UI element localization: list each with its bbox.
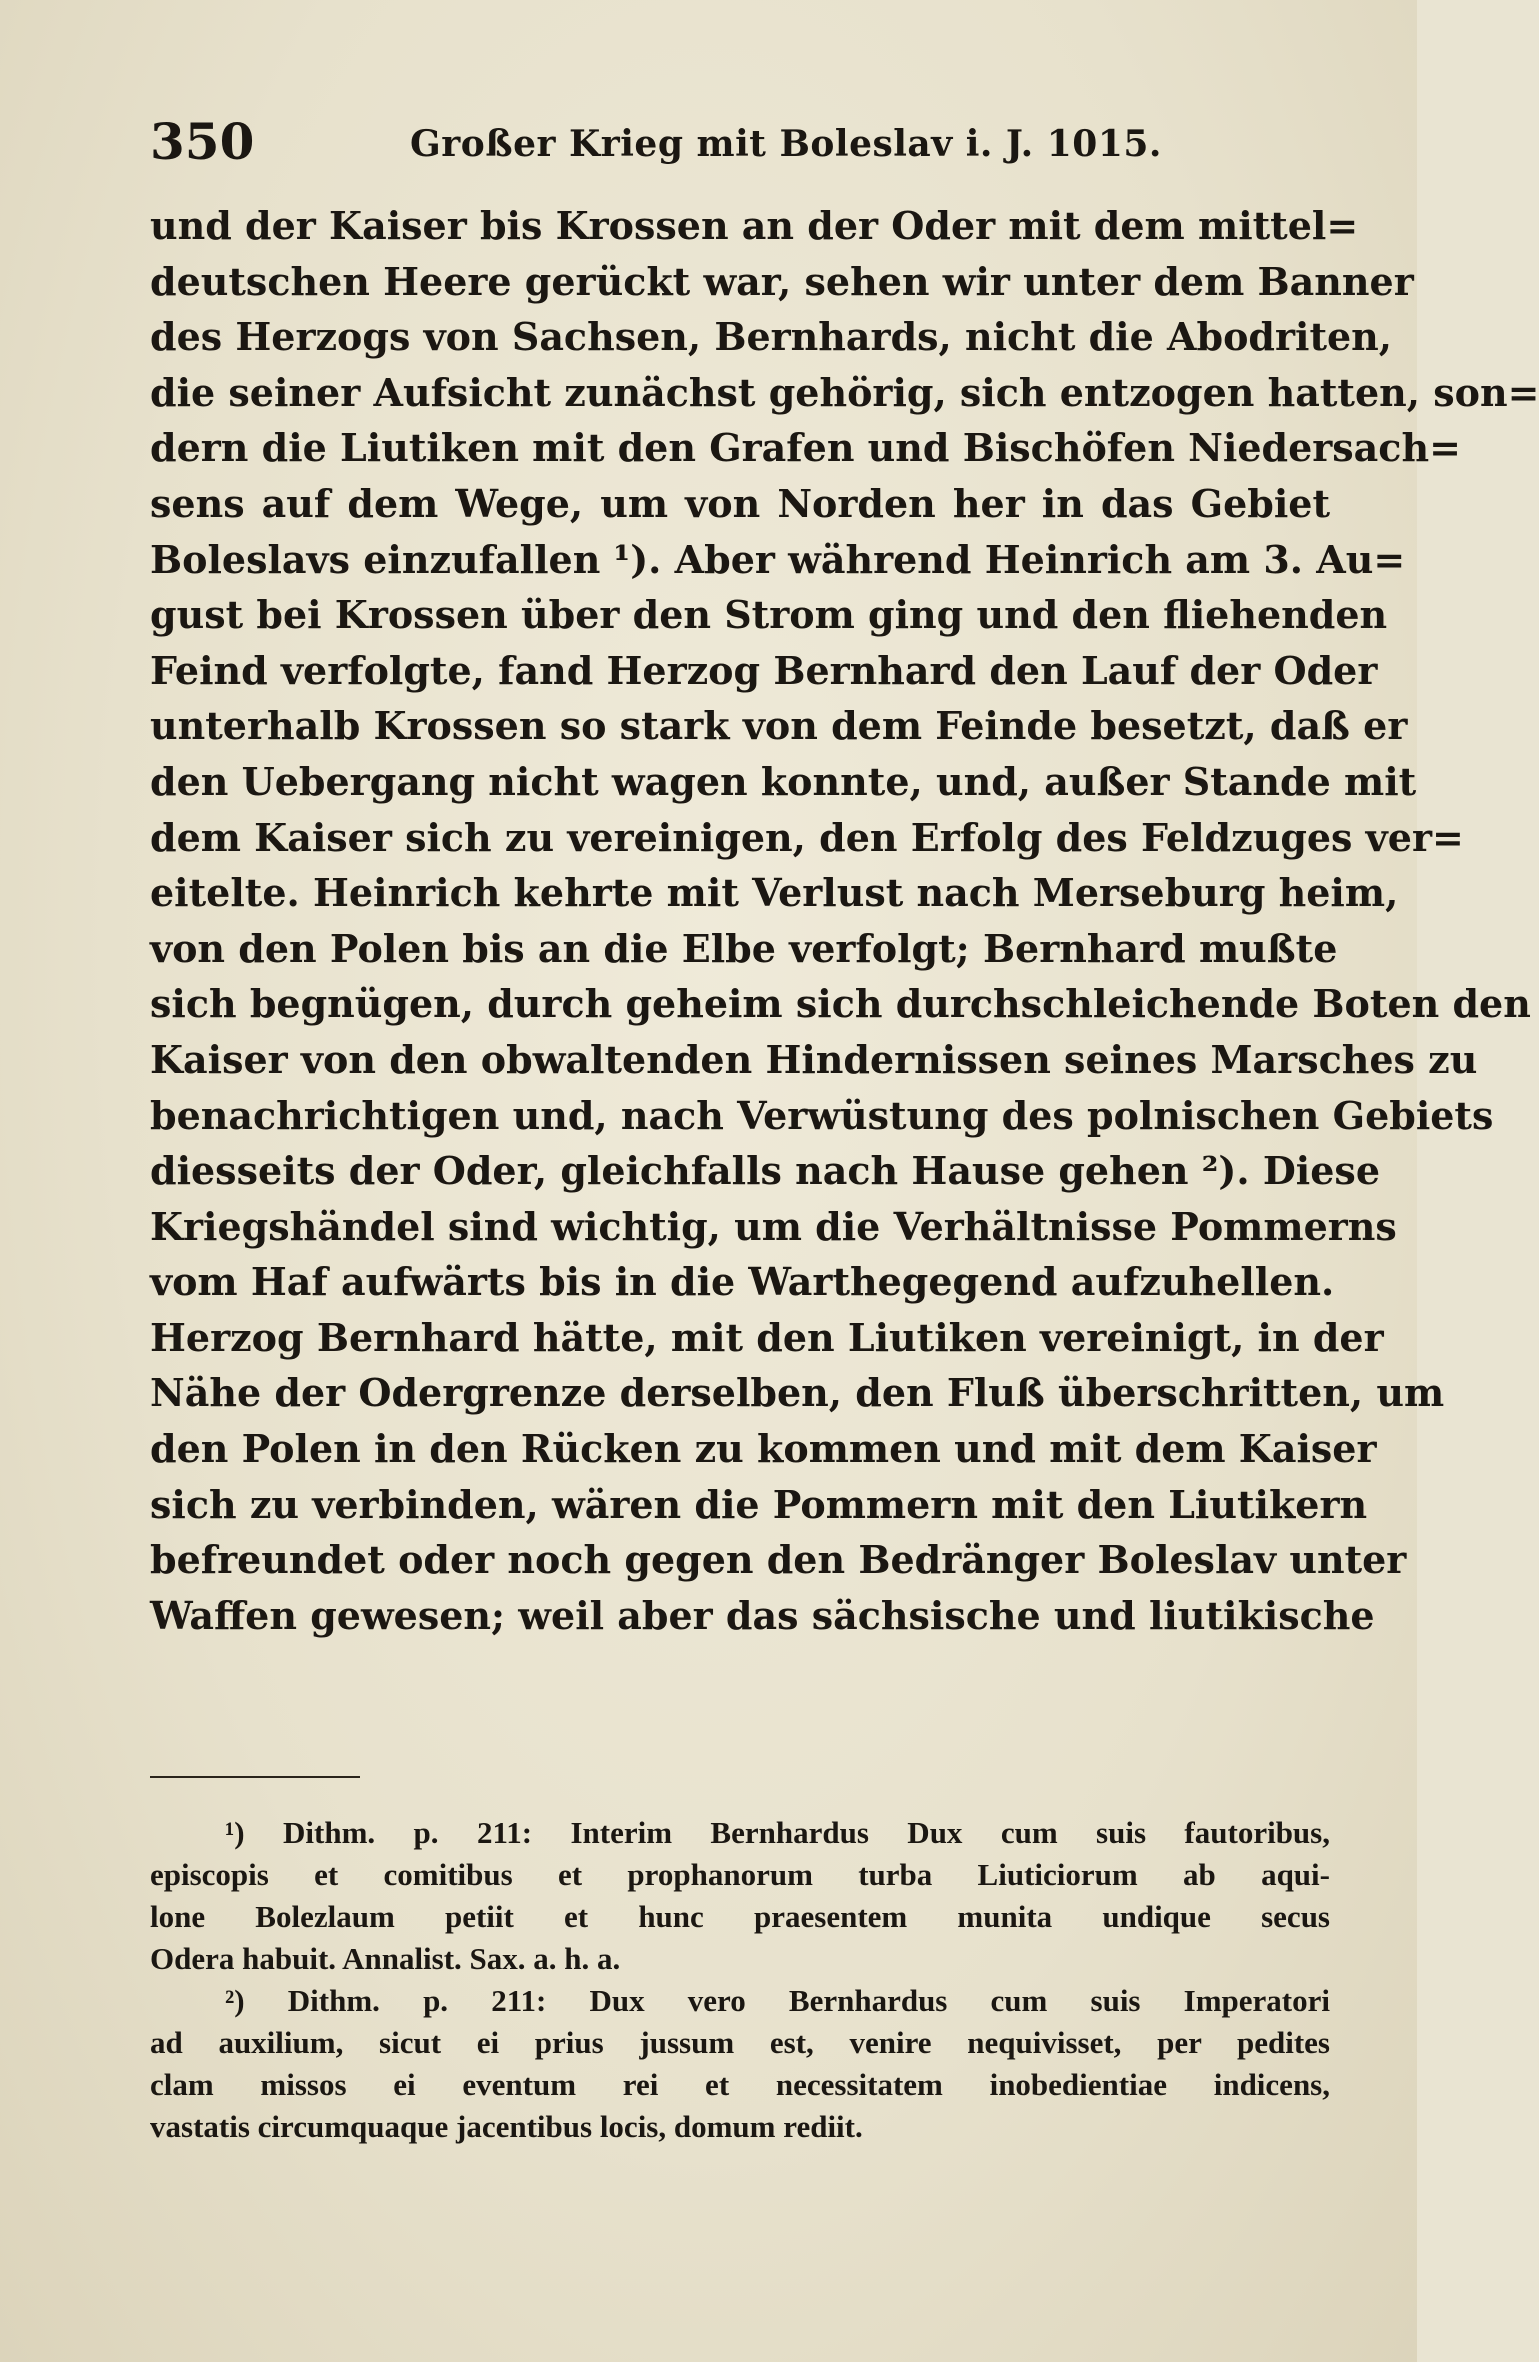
text-line: Waffen gewesen; weil aber das sächsische und liutikische [150, 1592, 1375, 1638]
text-line: dem Kaiser sich zu vereinigen, den Erfolg des Feldzuges ver= [150, 814, 1464, 860]
body-text [150, 198, 1539, 1643]
text-line: sich zu verbinden, wären die Pommern mit den Liutikern [150, 1481, 1368, 1527]
text-line: von den Polen bis an die Elbe verfolgt; Bernhard mußte [150, 925, 1338, 971]
text-line: gust bei Krossen über den Strom ging und den fliehenden [150, 592, 1388, 638]
footnotes [150, 1812, 1330, 2148]
text-line: den Uebergang nicht wagen konnte, und, außer Stande mit [150, 758, 1417, 804]
page-number: 350 [150, 112, 255, 171]
text-line: Feind verfolgte, fand Herzog Bernhard den Lauf der Oder [150, 647, 1378, 693]
text-line: den Polen in den Rücken zu kommen und mit dem Kaiser [150, 1426, 1377, 1472]
text-line: unterhalb Krossen so stark von dem Feinde besetzt, daß er [150, 703, 1408, 749]
footnote-1-line: episcopis et comitibus et prophanorum turba Liuticiorum ab aqui- [150, 1857, 1330, 1892]
page-header [150, 112, 1330, 172]
footnote-1-line: lone Bolezlaum petiit et hunc praesentem munita undique secus [150, 1899, 1330, 1934]
text-line: Herzog Bernhard hätte, mit den Liutiken vereinigt, in der [150, 1314, 1384, 1360]
text-line: und der Kaiser bis Krossen an der Oder mit dem mittel= [150, 203, 1359, 248]
footnote-divider [150, 1776, 360, 1778]
text-line: eitelte. Heinrich kehrte mit Verlust nach Merseburg heim, [150, 870, 1399, 916]
footnote-1-line: Odera habuit. Annalist. Sax. a. h. a. [150, 1941, 621, 1976]
text-line: sens auf dem Wege, um von Norden her in das Gebiet [150, 480, 1330, 526]
footnote-2-line: vastatis circumquaque jacentibus locis, domum rediit. [150, 2109, 863, 2144]
text-line: dern die Liutiken mit den Grafen und Bischöfen Niedersach= [150, 425, 1461, 471]
text-line: deutschen Heere gerückt war, sehen wir unter dem Banner [150, 258, 1414, 304]
footnote-2-line: ad auxilium, sicut ei prius jussum est, venire nequivisset, per pedites [150, 2025, 1330, 2060]
footnote-2-line: ²) Dithm. p. 211: Dux vero Bernhardus cum suis Imperatori [225, 1983, 1330, 2018]
footnote-1-line: ¹) Dithm. p. 211: Interim Bernhardus Dux cum suis fautoribus, [225, 1815, 1330, 1850]
footnote-2-line: clam missos ei eventum rei et necessitatem inobedientiae indicens, [150, 2067, 1330, 2102]
text-line: diesseits der Oder, gleichfalls nach Hause gehen ²). Diese [150, 1148, 1380, 1194]
text-line: vom Haf aufwärts bis in die Warthegegend aufzuhellen. [150, 1259, 1335, 1305]
text-line: Kaiser von den obwaltenden Hindernissen seines Marsches zu [150, 1036, 1478, 1082]
text-line: Boleslavs einzufallen ¹). Aber während Heinrich am 3. Au= [150, 536, 1406, 582]
text-line: Kriegshändel sind wichtig, um die Verhältnisse Pommerns [150, 1203, 1397, 1249]
running-head: Großer Krieg mit Boleslav i. J. 1015. [410, 123, 1162, 165]
text-line: sich begnügen, durch geheim sich durchschleichende Boten den [150, 981, 1531, 1027]
text-line: benachrichtigen und, nach Verwüstung des polnischen Gebiets [150, 1092, 1494, 1138]
text-line: befreundet oder noch gegen den Bedränger Boleslav unter [150, 1537, 1407, 1583]
text-line: Nähe der Odergrenze derselben, den Fluß überschritten, um [150, 1370, 1445, 1416]
text-line: des Herzogs von Sachsen, Bernhards, nicht die Abodriten, [150, 314, 1393, 360]
text-line: die seiner Aufsicht zunächst gehörig, sich entzogen hatten, son= [150, 369, 1539, 415]
